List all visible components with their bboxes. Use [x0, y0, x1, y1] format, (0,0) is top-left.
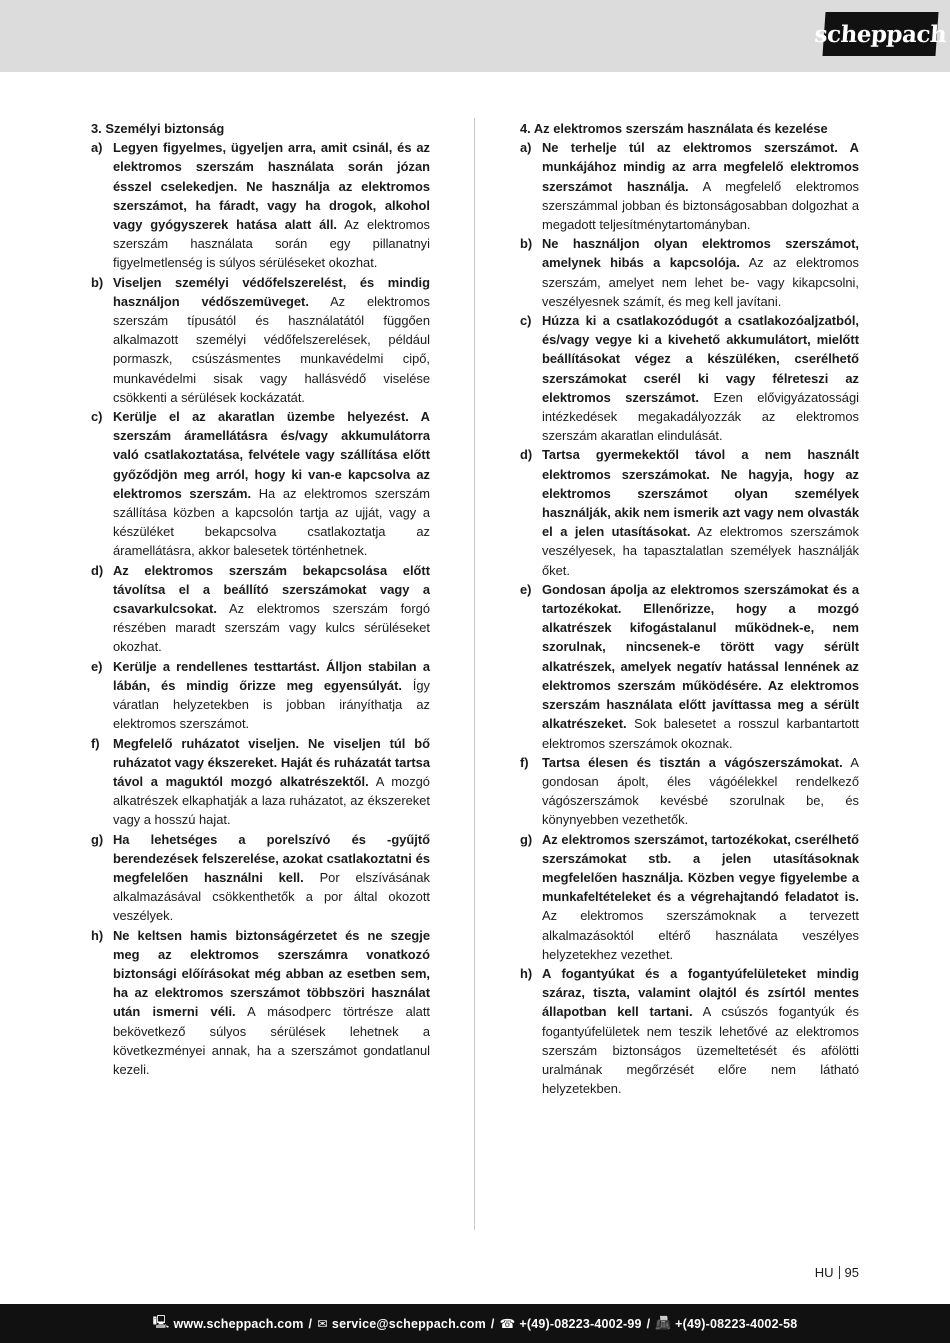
item-bold-text: Ne használjon olyan elektromos szerszámot, amelynek hibás a kapcsolója.	[542, 236, 859, 271]
item-label: a)	[91, 140, 103, 156]
item-label: b)	[520, 236, 533, 252]
item-text	[113, 734, 430, 830]
item-text	[542, 138, 859, 234]
item-bold-text: Tartsa gyermekektől távol a nem használt elektromos szerszámokat. Ne hagyja, hogy az elektromos szerszámot olyan személyek használják, akik nem ismerik azt vagy nem olvasták el a jelen utasításokat.	[542, 447, 859, 540]
list-item	[91, 734, 430, 830]
item-label: b)	[91, 274, 104, 290]
list-item	[91, 407, 430, 561]
section-title: Személyi biztonság	[105, 121, 225, 136]
item-label: e)	[91, 658, 103, 674]
section-heading	[91, 119, 430, 138]
computer-icon: 🖳	[152, 1315, 170, 1329]
item-bold-text: Ha lehetséges a porelszívó és -gyűjtő berendezések felszerelése, azokat csatlakoztatni és megfelelően használni kell.	[113, 831, 430, 885]
mail-icon: ✉	[317, 1317, 328, 1331]
list-item	[520, 311, 859, 445]
item-text	[113, 138, 430, 272]
item-text	[542, 830, 859, 964]
item-text	[113, 926, 430, 1080]
item-normal-text: Por elszívásának alkalmazásával csökkenthetők a por által okozott veszélyek.	[113, 869, 430, 924]
item-normal-text: A másodperc törtrésze alatt bekövetkező súlyos sérülések lehetnek a következményei annak, ha a szerszámot gondatlanul kezeli.	[113, 1004, 430, 1077]
footer-website[interactable]: www.scheppach.com	[173, 1316, 304, 1331]
footer-separator: /	[646, 1316, 651, 1331]
footer-phone: +(49)-08223-4002-99	[519, 1316, 642, 1331]
item-text	[113, 657, 430, 734]
instruction-list	[91, 138, 430, 1079]
list-item	[91, 830, 430, 926]
list-item	[91, 138, 430, 272]
item-bold-text: A fogantyúkat és a fogantyúfelületeket mindig száraz, tiszta, valamint olajtól és zsírtól mentes állapotban kell tartani.	[542, 965, 859, 1020]
item-label: g)	[91, 831, 104, 847]
item-bold-text: Ne keltsen hamis biztonságérzetet és ne szegje meg az elektromos szerszámra vonatkozó biztonsági előírásokat még abban az esetben sem, ha az elektromos szerszámot többszöri használat után ismerni véli.	[113, 927, 430, 1020]
list-item	[520, 964, 859, 1098]
list-item	[91, 273, 430, 407]
list-item	[520, 445, 859, 579]
item-normal-text: Az az elektromos szerszám, amelyet nem lehet be- vagy kikapcsolni, veszélyesnek számít, és meg kell javítani.	[542, 255, 859, 309]
page-number-separator	[839, 1266, 840, 1279]
section-heading	[520, 119, 859, 138]
list-item	[91, 561, 430, 657]
footer-separator: /	[490, 1316, 495, 1331]
item-text	[542, 580, 859, 753]
item-label: h)	[91, 927, 104, 943]
item-bold-text: Húzza ki a csatlakozódugót a csatlakozóaljzatból, és/vagy vegye ki a kivehető akkumulátort, mielőtt beállításokat végez a készüléken, cserélhető szerszámokat cserél ki vagy félreteszi az elektromos szerszámot.	[542, 313, 859, 405]
item-label: e)	[520, 581, 532, 597]
item-normal-text: Az elektromos szerszámoknak a tervezett alkalmazásoktól eltérő használata veszélyes helyzetekhez vezethet.	[542, 908, 859, 962]
item-bold-text: Az elektromos szerszámot, tartozékokat, cserélhető szerszámokat stb. a jelen utasításoknak megfelelően használja. Közben vegye figyelembe a munkafeltételeket és a végrehajtandó feladatot is.	[542, 831, 859, 905]
list-item	[520, 830, 859, 964]
list-item	[520, 580, 859, 753]
item-label: g)	[520, 831, 533, 847]
item-text	[542, 234, 859, 311]
item-text	[542, 445, 859, 579]
item-text	[113, 273, 430, 407]
section-title: Az elektromos szerszám használata és kezelése	[533, 121, 828, 136]
footer-email[interactable]: service@scheppach.com	[331, 1316, 486, 1331]
brand-logo-text: scheppach	[813, 20, 948, 48]
fax-icon: 📠	[655, 1316, 672, 1330]
item-label: c)	[520, 313, 532, 329]
item-label: d)	[91, 562, 104, 578]
list-item	[520, 234, 859, 311]
item-bold-text: Viseljen személyi védőfelszerelést, és mindig használjon védőszemüveget.	[113, 274, 430, 309]
item-label: f)	[91, 735, 100, 751]
page-language: HU	[814, 1265, 834, 1280]
section-number: 4.	[520, 121, 531, 136]
right-column	[520, 119, 859, 1098]
item-normal-text: Az elektromos szerszámok veszélyesek, ha tapasztalatlan személyek használják őket.	[542, 524, 860, 578]
item-bold-text: Legyen figyelmes, ügyeljen arra, amit csinál, és az elektromos szerszám használata során józan ésszel cselekedjen. Ne használja az elektromos szerszámot, ha fáradt, vagy ha drogok, alkohol vagy gyógyszerek hatása alatt áll.	[113, 140, 430, 233]
item-normal-text: A csúszós fogantyúk és fogantyúfelületek nem teszik lehetővé az elektromos szerszám biztonságos üzemeltetését és afölötti uralmának megőrzését előre nem látható helyzetekben.	[542, 1004, 859, 1097]
page-number	[815, 1265, 859, 1280]
item-bold-text: Gondosan ápolja az elektromos szerszámokat és a tartozékokat. Ellenőrizze, hogy a mozgó alkatrészek kifogástalanul működnek-e, nem szorulnak, nincsenek-e törött vagy sérült alkatrészek, amelyek negatív hatással lennének az elektromos szerszám működésére. Az elektromos szerszám használata előtt javíttassa meg a sérült alkatrészeket.	[542, 581, 859, 732]
item-bold-text: Megfelelő ruházatot viseljen. Ne viseljen túl bő ruházatot vagy ékszereket. Haját és ruházatát tartsa távol a maguktól mozgó alkatrészektől.	[113, 735, 430, 789]
item-label: h)	[520, 965, 533, 981]
item-label: d)	[520, 447, 533, 463]
footer-contact-bar	[0, 1304, 950, 1343]
item-bold-text: Kerülje el az akaratlan üzembe helyezést. A szerszám áramellátásra és/vagy akkumulátorra való csatlakoztatása, felvétele vagy szállítása előtt győződjön meg arról, hogy ki van-e kapcsolva az elektromos szerszám.	[113, 409, 430, 501]
item-normal-text: Az elektromos szerszám forgó részében maradt szerszám vagy kulcs sérüléseket okozhat.	[113, 601, 430, 655]
item-normal-text: Az elektromos szerszám használata során egy pillanatnyi figyelmetlenség is súlyos sérüléseket okozhat.	[113, 217, 431, 271]
instruction-list	[520, 138, 859, 1098]
item-normal-text: Sok balesetet a rosszul karbantartott elektromos szerszámok okoznak.	[542, 716, 859, 751]
section-number: 3.	[91, 121, 102, 136]
item-bold-text: Ne terhelje túl az elektromos szerszámot. A munkájához mindig az arra megfelelő elektromos szerszámot használja.	[542, 140, 859, 194]
list-item	[520, 138, 859, 234]
item-normal-text: A megfelelő elektromos szerszámmal jobban és biztonságosabban dolgozhat a megadott teljesítménytartományban.	[542, 178, 859, 233]
item-bold-text: Az elektromos szerszám bekapcsolása előtt távolítsa el a beállító szerszámokat vagy a csavarkulcsokat.	[113, 562, 430, 617]
header-band	[0, 0, 950, 72]
item-label: f)	[520, 754, 529, 770]
item-label: a)	[520, 140, 532, 156]
item-normal-text: A gondosan ápolt, éles vágóélekkel rendelkező vágószerszámok kevésbé szorulnak be, és könynyebben vezethetők.	[542, 754, 859, 828]
brand-logo	[813, 12, 948, 56]
item-text	[113, 561, 430, 657]
column-divider	[474, 118, 475, 1230]
item-normal-text: A mozgó alkatrészek elkaphatják a laza ruházatot, az ékszereket vagy a hosszú hajat.	[113, 773, 430, 828]
item-text	[542, 311, 859, 445]
footer-separator: /	[308, 1316, 313, 1331]
item-text	[113, 407, 430, 561]
page-number-value: 95	[844, 1265, 859, 1280]
item-normal-text: Az elektromos szerszám típusától és használatától függően alkalmazott személyi védőfelszerelések, például pormaszk, csúszásmentes munkavédelmi cipő, munkavédelmi sisak vagy hallásvédő viselése csökkenti a sérülések kockázatát.	[113, 293, 430, 405]
item-text	[542, 753, 859, 830]
list-item	[91, 926, 430, 1080]
item-text	[542, 964, 859, 1098]
item-normal-text: Ezen elővigyázatossági intézkedések megakadályozzák az elektromos szerszám akaratlan elindulását.	[542, 389, 859, 444]
item-text	[113, 830, 430, 926]
phone-icon: ☎	[499, 1317, 516, 1331]
item-normal-text: Ha az elektromos szerszám szállítása közben a kapcsolón tartja az ujját, vagy a készüléket bekapcsolva csatlakoztatja az áramellátásra, akkor balesetek történhetnek.	[113, 485, 430, 559]
left-column	[91, 119, 430, 1079]
item-bold-text: Kerülje a rendellenes testtartást. Álljon stabilan a lábán, és mindig őrizze meg egyensúlyát.	[113, 658, 430, 693]
list-item	[520, 753, 859, 830]
item-label: c)	[91, 409, 103, 425]
footer-fax: +(49)-08223-4002-58	[675, 1316, 798, 1331]
list-item	[91, 657, 430, 734]
item-bold-text: Tartsa élesen és tisztán a vágószerszámokat.	[542, 754, 843, 770]
item-normal-text: Így váratlan helyzetekben is jobban irányíthatja az elektromos szerszámot.	[113, 677, 430, 732]
